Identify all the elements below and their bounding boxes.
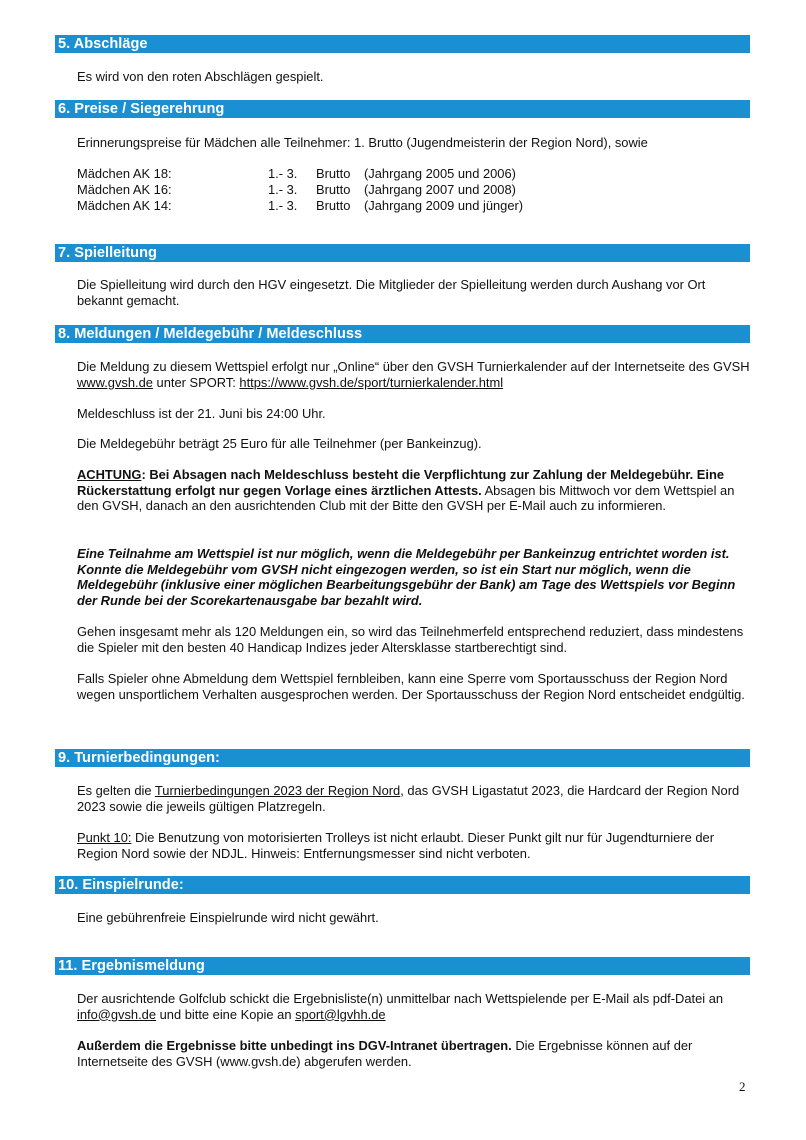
section-11-heading: 11. Ergebnismeldung — [55, 957, 750, 975]
section-11-results-paragraph: Der ausrichtende Golfclub schickt die Ergebnisliste(n) unmittelbar nach Wettspielende per E-Mail als pdf-Datei an info@gvsh.de und bitte eine Kopie an sport@lgvhh.de — [77, 991, 724, 1022]
prize-years: (Jahrgang 2007 und 2008) — [364, 182, 516, 197]
section-10-heading: 10. Einspielrunde: — [55, 876, 750, 894]
section-7-heading: 7. Spielleitung — [55, 244, 750, 262]
info-email-link[interactable]: info@gvsh.de — [77, 1006, 157, 1022]
section-6-heading: 6. Preise / Siegerehrung — [55, 100, 750, 118]
section-9-conditions: Es gelten die Turnierbedingungen 2023 der Region Nord, das GVSH Ligastatut 2023, die Hardcard der Region Nord 2023 sowie die jeweils gültigen Platzregeln. — [77, 783, 740, 814]
section-8-payment-notice: Eine Teilnahme am Wettspiel ist nur möglich, wenn die Meldegebühr per Bankeinzug entrichtet worden ist. Konnte die Meldegebühr vom GVSH nicht eingezogen werden, so ist ein Start nur möglich, wenn die Meldegebühr (inklusive einer möglichen Bearbeitungsgebühr der Bank) am Tage des Wettspiels vor Beginn der Runde bei der Scorekartenausgabe bar bezahlt wird. — [77, 546, 736, 608]
section-9-heading: 9. Turnierbedingungen: — [55, 749, 750, 767]
section-11-intranet-paragraph: Außerdem die Ergebnisse bitte unbedingt ins DGV-Intranet übertragen. Die Ergebnisse können auf der Internetseite des GVSH (www.gvsh.de) abgerufen werden. — [77, 1038, 693, 1069]
prize-type: Brutto — [316, 166, 351, 181]
turnierbedingungen-link[interactable]: Turnierbedingungen 2023 der Region Nord — [154, 783, 401, 798]
section-10-text: Eine gebührenfreie Einspielrunde wird nicht gewährt. — [77, 910, 379, 925]
rule-label: Punkt 10: — [77, 830, 132, 845]
gvsh-website-link[interactable]: www.gvsh.de — [77, 374, 153, 390]
attention-label: ACHTUNG — [77, 467, 142, 482]
prize-category: Mädchen AK 16: — [77, 182, 172, 197]
prize-years: (Jahrgang 2009 und jünger) — [364, 198, 524, 213]
section-9-trolley-rule: Punkt 10: Die Benutzung von motorisierten Trolleys ist nicht erlaubt. Dieser Punkt gilt nur für Jugendturniere der Region Nord sowie der NDJL. Hinweis: Entfernungsmesser sind nicht verboten. — [77, 830, 714, 861]
prize-type: Brutto — [316, 198, 351, 213]
prize-years: (Jahrgang 2005 und 2006) — [364, 166, 516, 181]
prize-type: Brutto — [316, 182, 351, 197]
section-7-text: Die Spielleitung wird durch den HGV eingesetzt. Die Mitglieder der Spielleitung werden durch Aushang vor Ort bekannt gemacht. — [77, 277, 706, 308]
section-8-attention-paragraph: ACHTUNG: Bei Absagen nach Meldeschluss besteht die Verpflichtung zur Zahlung der Meldegebühr. Eine Rückerstattung erfolgt nur gegen Vorlage eines ärztlichen Attests. Absagen bis Mittwoch vor dem Wettspiel an den GVSH, danach an den ausrichtenden Club mit der Bitte den GVSH per E-Mail auch zu informieren. — [77, 467, 735, 513]
prize-row — [77, 198, 737, 214]
prize-row — [77, 166, 737, 182]
prize-category: Mädchen AK 18: — [77, 166, 172, 181]
section-8-deadline: Meldeschluss ist der 21. Juni bis 24:00 Uhr. — [77, 406, 326, 421]
section-8-fee: Die Meldegebühr beträgt 25 Euro für alle Teilnehmer (per Bankeinzug). — [77, 436, 482, 451]
section-5-text: Es wird von den roten Abschlägen gespielt. — [77, 69, 324, 84]
turnierkalender-link[interactable]: https://www.gvsh.de/sport/turnierkalender.html — [239, 374, 504, 390]
section-8-field-reduction: Gehen insgesamt mehr als 120 Meldungen ein, so wird das Teilnehmerfeld entsprechend reduziert, dass mindestens die Spieler mit den besten 40 Handicap Indizes jeder Altersklasse startberechtigt sind. — [77, 624, 744, 655]
sport-email-link[interactable]: sport@lgvhh.de — [295, 1006, 386, 1022]
section-8-no-show-penalty: Falls Spieler ohne Abmeldung dem Wettspiel fernbleiben, kann eine Sperre vom Sportausschuss der Region Nord wegen unsportlichem Verhalten ausgesprochen werden. Der Sportausschuss der Region Nord entscheidet endgültig. — [77, 671, 745, 702]
prize-places: 1.- 3. — [268, 166, 298, 181]
prize-category: Mädchen AK 14: — [77, 198, 172, 213]
page-number: 2 — [739, 1079, 746, 1094]
prize-places: 1.- 3. — [268, 182, 298, 197]
section-8-online-paragraph: Die Meldung zu diesem Wettspiel erfolgt nur „Online“ über den GVSH Turnierkalender auf der Internetseite des GVSH www.gvsh.de unter SPORT: https://www.gvsh.de/sport/turnierkalender.html — [77, 359, 750, 390]
prize-places: 1.- 3. — [268, 198, 298, 213]
section-5-heading: 5. Abschläge — [55, 35, 750, 53]
prize-row — [77, 182, 737, 198]
section-8-heading: 8. Meldungen / Meldegebühr / Meldeschluss — [55, 325, 750, 343]
section-6-intro: Erinnerungspreise für Mädchen alle Teilnehmer: 1. Brutto (Jugendmeisterin der Region Nord), sowie — [77, 135, 648, 150]
